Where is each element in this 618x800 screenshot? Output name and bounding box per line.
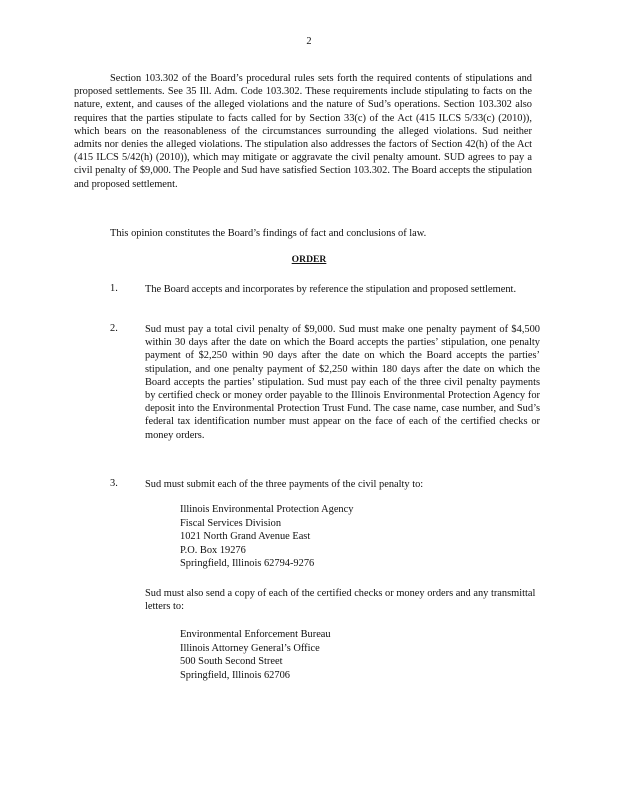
address-epa	[180, 503, 440, 571]
address-line: Illinois Attorney General’s Office	[180, 642, 320, 654]
item-text: The Board accepts and incorporates by reference the stipulation and proposed settlement.	[145, 284, 517, 295]
address-line: Springfield, Illinois 62794-9276	[180, 558, 315, 569]
item-number: 2.	[110, 323, 118, 334]
address-line: 1021 North Grand Avenue East	[180, 531, 311, 542]
paragraph-1-text: Section 103.302 of the Board’s procedural rules sets forth the required contents of stipulations and proposed settlements. See 35 Ill. Adm. Code 103.302. These requirements include stipulating to facts on the nature, extent, and causes of the alleged violations and the nature of Sud’s operations. Section 103.302 also requires that the parties stipulate to facts called for by Section 33(c) of the Act (415 ILCS 5/33(c) (2010)), which bears on the reasonableness of the circumstances surrounding the alleged violations. Sud neither admits nor denies the alleged violations. The stipulation also addresses the factors of Section 42(h) of the Act (415 ILCS 5/42(h) (2010)), which may mitigate or aggravate the civil penalty amount. SUD agrees to pay a civil penalty of $9,000. The People and Sud have satisfied Section 103.302. The Board accepts the stipulation and proposed settlement.	[74, 73, 532, 190]
item-number: 1.	[110, 283, 118, 294]
address-line: P.O. Box 19276	[180, 544, 246, 556]
address-line: Springfield, Illinois 62706	[180, 669, 290, 681]
address-line: Fiscal Services Division	[180, 517, 282, 529]
address-line: Environmental Enforcement Bureau	[180, 629, 331, 640]
paragraph-stipulation	[74, 72, 532, 191]
address-line: Illinois Environmental Protection Agency	[180, 504, 354, 515]
paragraph-2-text: This opinion constitutes the Board’s findings of fact and conclusions of law.	[110, 228, 427, 239]
address-line: 500 South Second Street	[180, 656, 283, 667]
page-number: 2	[306, 36, 312, 47]
address-attorney-general	[180, 628, 440, 682]
item-text: Sud must pay a total civil penalty of $9,000. Sud must make one penalty payment of $4,500 within 30 days after the date on which the Board accepts the parties’ stipulation, one penalty payment of $2,250 within 90 days after the date on which the Board accepts the parties’ stipulation, and one penalty payment of $2,250 within 180 days after the date on which the Board accepts the parties’ stipulation. Sud must pay each of the three civil penalty payments by certified check or money order payable to the Illinois Environmental Protection Agency for deposit into the Environmental Protection Trust Fund. The case name, case number, and Sud’s federal tax identification number must appear on the face of each of the certified checks or money orders.	[145, 324, 540, 441]
paragraph-findings	[74, 227, 532, 240]
item-number: 3.	[110, 478, 118, 489]
order-heading: ORDER	[291, 254, 327, 265]
item-text: Sud must submit each of the three payments of the civil penalty to:	[145, 479, 424, 490]
copy-instruction: Sud must also send a copy of each of the certified checks or money orders and any transmittal letters to:	[145, 588, 536, 613]
